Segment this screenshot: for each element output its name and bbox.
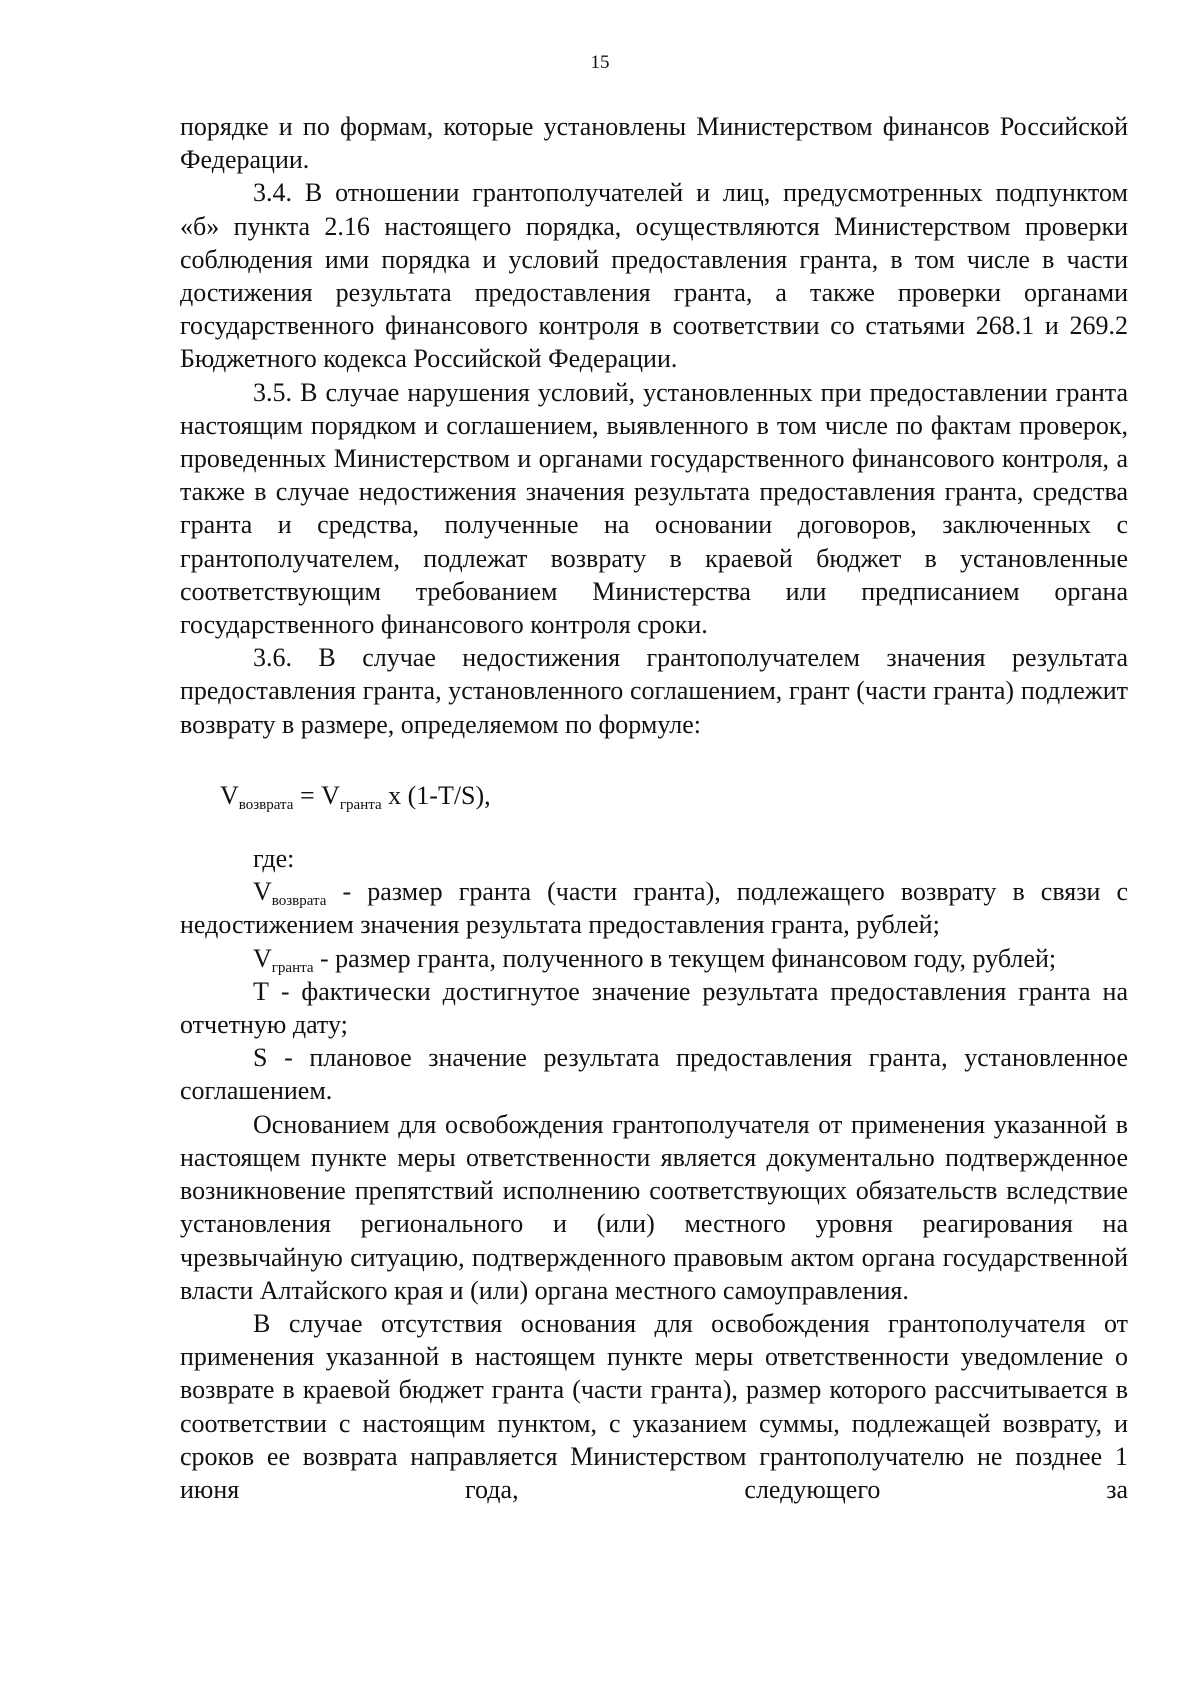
- formula-rest: х (1-Т/S),: [381, 780, 491, 810]
- document-body: [180, 110, 1128, 1506]
- where-label: где:: [253, 844, 295, 874]
- formula-v-grant: V: [321, 780, 340, 810]
- v-grant-symbol: V: [253, 943, 272, 973]
- formula-sub-return: возврата: [238, 796, 294, 813]
- paragraph-3-6: 3.6. В случае недостижения грантополучателем значения результата предоставления гранта, установленного соглашением, грант (части гранта) подлежит возврату в размере, определяемом по формуле:: [180, 643, 1128, 739]
- definition-v-return: [180, 875, 1128, 941]
- definition-s: S - плановое значение результата предоставления гранта, установленное соглашением.: [180, 1043, 1128, 1106]
- definition-v-grant: [180, 942, 1128, 975]
- v-return-symbol: V: [253, 877, 272, 907]
- definition-t: Т - фактически достигнутое значение результата предоставления гранта на отчетную дату;: [180, 976, 1128, 1040]
- page-number: 15: [590, 52, 610, 73]
- paragraph-3-5: 3.5. В случае нарушения условий, установленных при предоставлении гранта настоящим порядком и соглашением, выявленного в том числе по фактам проверок, проведенных Министерством и органами государственного финансового контроля, а также в случае недостижения значения результата предоставления гранта, средства гранта и средства, полученные на основании договоров, заключенных с грантополучателем, подлежат возврату в краевой бюджет в установленные соответствующим требованием Министерства или предписанием органа государственного финансового контроля сроки.: [180, 377, 1128, 640]
- paragraph-absence: В случае отсутствия основания для освобождения грантополучателя от применения указанной в настоящем пункте меры ответственности уведомление о возврате в краевой бюджет гранта (части гранта), размер которого рассчитывается в соответствии с настоящим пунктом, с указанием суммы, подлежащей возврату, и сроков ее возврата направляется Министерством грантополучателю не позднее 1 июня года, следующего за: [180, 1308, 1128, 1504]
- formula: [180, 779, 1128, 812]
- formula-v-return: V: [220, 780, 239, 810]
- v-grant-sub: гранта: [271, 959, 314, 976]
- formula-sub-grant: гранта: [339, 796, 382, 813]
- v-return-text: - размер гранта (части гранта), подлежащего возврату в связи с недостижением значения результата предоставления гранта, рублей;: [180, 877, 1128, 940]
- paragraph-continuation: порядке и по формам, которые установлены Министерством финансов Российской Федерации.: [180, 112, 1128, 175]
- formula-eq: =: [293, 780, 322, 810]
- paragraph-basis: Основанием для освобождения грантополучателя от применения указанной в настоящем пункте меры ответственности является документально подтвержденное возникновение препятствий исполнению соответствующих обязательств вследствие установления регионального и (или) местного уровня реагирования на чрезвычайную ситуацию, подтвержденного правовым актом органа государственной власти Алтайского края и (или) органа местного самоуправления.: [180, 1109, 1128, 1305]
- v-grant-text: - размер гранта, полученного в текущем финансовом году, рублей;: [313, 943, 1057, 973]
- paragraph-3-4: 3.4. В отношении грантополучателей и лиц, предусмотренных подпунктом «б» пункта 2.16 настоящего порядка, осуществляются Министерством проверки соблюдения ими порядка и условий предоставления гранта, в том числе в части достижения результата предоставления гранта, а также проверки органами государственного финансового контроля в соответствии со статьями 268.1 и 269.2 Бюджетного кодекса Российской Федерации.: [180, 178, 1128, 374]
- v-return-sub: возврата: [271, 893, 327, 910]
